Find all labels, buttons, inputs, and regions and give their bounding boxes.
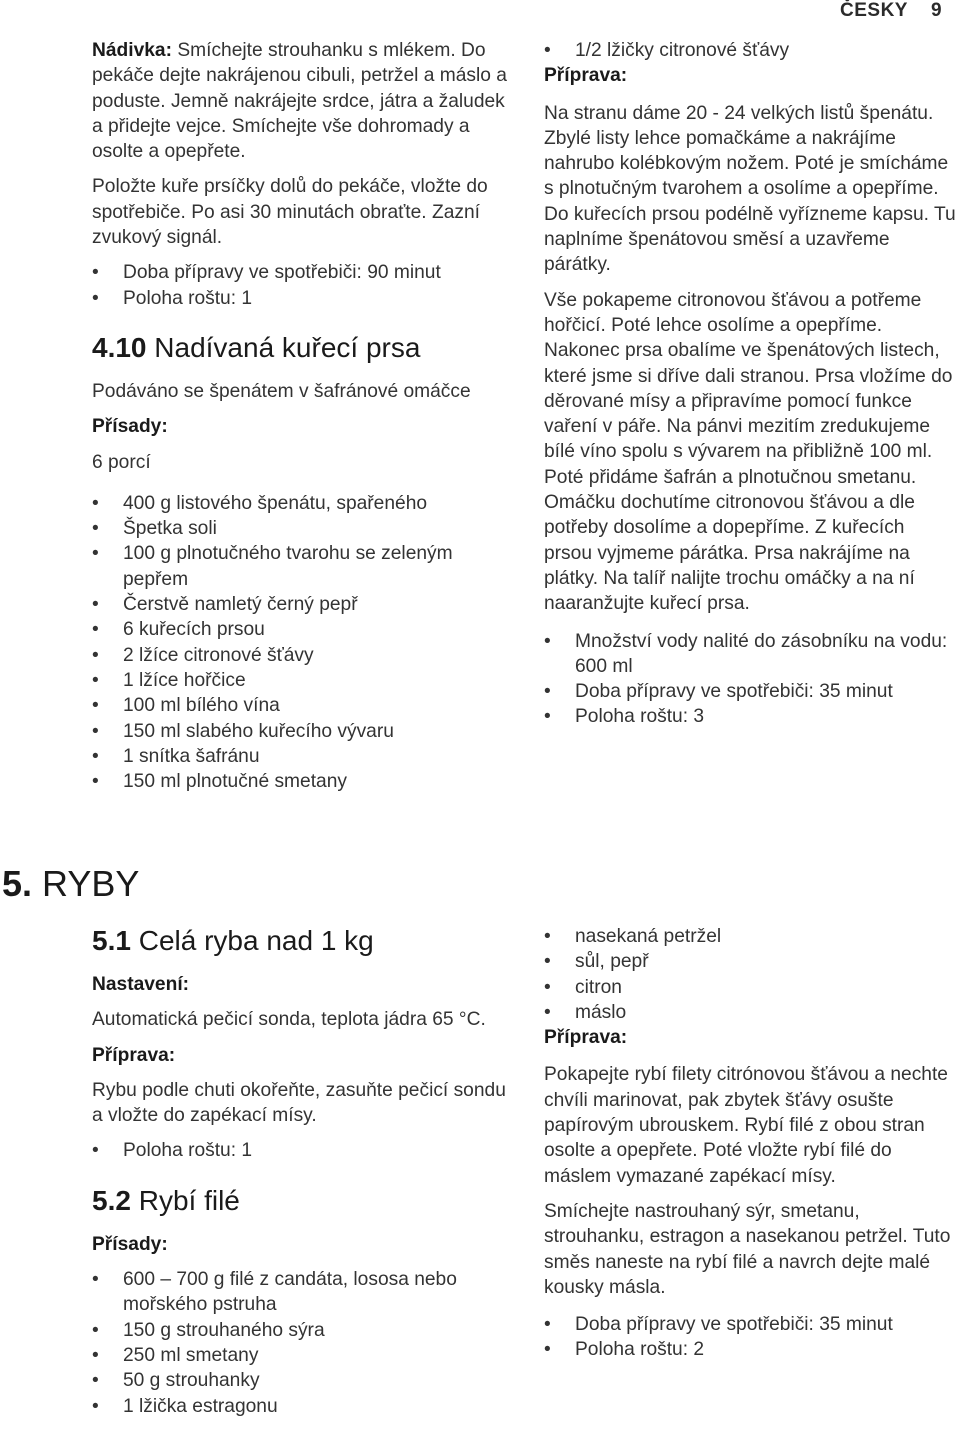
list-item: • Poloha roštu: 3: [544, 706, 705, 728]
list-item: • 400 g listového špenátu, spařeného: [92, 492, 428, 514]
recipe-410-bullets: [544, 629, 956, 730]
recipe-51-heading: 5.1 Celá ryba nad 1 kg: [92, 925, 374, 956]
list-item: • Doba přípravy ve spotřebiči: 35 minut: [544, 681, 893, 703]
chapter-heading: 5. RYBY: [2, 863, 140, 904]
list-item: • 100 g plnotučného tvarohu se zeleným pepřem: [92, 543, 453, 590]
list-item: • 1 snítka šafránu: [92, 745, 260, 767]
preparation-label: Příprava:: [544, 65, 628, 87]
list-item: • Doba přípravy ve spotřebiči: 90 minut: [92, 262, 441, 284]
recipe-52-bullets: [544, 1312, 956, 1363]
list-item: • Špetka soli: [92, 518, 217, 540]
list-item: • Čerstvě namletý černý pepř: [92, 594, 358, 616]
list-item: • 2 lžíce citronové šťávy: [92, 644, 314, 666]
list-item: • sůl, pepř: [544, 951, 649, 973]
preparation-paragraph-1: Pokapejte rybí filety citrónovou šťávou a nechte chvíli marinovat, pak zbytek šťávy osušte papírovým ubrouskem. Rybí filé z obou stran osolte a opepřete. Poté vložte rybí filé do máslem vymazané zapékací mísy.: [544, 1064, 948, 1187]
list-item: • nasekaná petržel: [544, 926, 722, 947]
list-item: • 150 g strouhaného sýra: [92, 1319, 325, 1341]
stuffing-paragraph: [92, 38, 512, 164]
list-item: • 50 g strouhanky: [92, 1370, 260, 1392]
list-item: • máslo: [544, 1001, 627, 1023]
recipe-52-ingredients: [92, 1267, 512, 1419]
list-item: • Poloha roštu: 1: [92, 287, 253, 309]
recipe-52-heading: 5.2 Rybí filé: [92, 1184, 240, 1216]
ingredients-list: [92, 491, 512, 795]
roast-bullets: [92, 260, 512, 311]
preparation-paragraph-2: Vše pokapeme citronovou šťávou a potřeme hořčicí. Poté lehce osolíme a opepříme. Nakonec prsa obalíme ve špenátových listech, které jsme si dříve dali stranou. Prsa vložíme do děrované mísy a připravíme pomocí funkce vaření v páře. Na pánvi mezitím zredukujeme bílé víno spolu s vývarem na přibližně 100 ml. Poté přidáme šafrán a plnotučnou smetanu. Omáčku dochutíme citronovou šťávou a dle potřeby dosolíme a dopepříme. Z kuřecích prsou vyjmeme párátka. Prsa nakrájíme na plátky. Na talíř nalijte trochu omáčky a na ní naaranžujte kuřecí prsa.: [544, 289, 953, 615]
recipe-51-bullets: [92, 1138, 512, 1163]
preparation-label: Příprava:: [92, 1044, 176, 1066]
servings: 6 porcí: [92, 451, 151, 473]
roast-step-paragraph: Položte kuře prsíčky dolů do pekáče, vložte do spotřebiče. Po asi 30 minutách obraťte. Zazní zvukový signál.: [92, 176, 488, 249]
recipe-52-ingredients-continued: [544, 924, 956, 1025]
column-right-top: [544, 38, 956, 730]
list-item: • Poloha roštu: 1: [92, 1140, 253, 1162]
list-item: • 1 lžička estragonu: [92, 1395, 278, 1417]
list-item: • 1/2 lžičky citronové šťávy: [544, 40, 790, 61]
stuffing-text: Smíchejte strouhanku s mlékem. Do pekáče dejte nakrájenou cibuli, petržel a máslo a poduste. Jemně nakrájejte srdce, játra a žaludek a přidejte vejce. Smíchejte vše dohromady a osolte a opepřete.: [92, 40, 507, 163]
ingredients-list-continued: [544, 38, 956, 63]
ingredients-label: Přísady:: [92, 1233, 168, 1255]
list-item: • 250 ml smetany: [92, 1344, 259, 1366]
list-item: • Množství vody nalité do zásobníku na vodu: 600 ml: [544, 630, 948, 677]
list-item: • 100 ml bílého vína: [92, 695, 280, 717]
list-item: • citron: [544, 976, 622, 998]
list-item: • 600 – 700 g filé z candáta, lososa nebo mořského pstruha: [92, 1269, 457, 1316]
settings-label: Nastavení:: [92, 974, 190, 995]
recipe-410-subtitle: Podáváno se špenátem v šafránové omáčce: [92, 380, 471, 402]
list-item: • 6 kuřecích prsou: [92, 619, 265, 641]
ingredients-label: Přísady:: [92, 416, 168, 438]
list-item: • 150 ml slabého kuřecího vývaru: [92, 720, 394, 742]
header-language: ČESKY: [840, 0, 908, 21]
settings-text: Automatická pečicí sonda, teplota jádra 65 °C.: [92, 1009, 486, 1031]
list-item: • Doba přípravy ve spotřebiči: 35 minut: [544, 1314, 893, 1336]
column-left-top: [92, 38, 512, 794]
stuffing-label: Nádivka:: [92, 40, 172, 61]
recipe-410-heading: 4.10 Nadívaná kuřecí prsa: [92, 331, 421, 363]
preparation-paragraph-2: Smíchejte nastrouhaný sýr, smetanu, strouhanku, estragon a nasekanou petržel. Tuto směs naneste na rybí filé a navrch dejte malé kousky másla.: [544, 1200, 951, 1298]
preparation-text: Rybu podle chuti okořeňte, zasuňte pečicí sondu a vložte do zapékací mísy.: [92, 1079, 506, 1127]
preparation-paragraph-1: Na stranu dáme 20 - 24 velkých listů špenátu. Zbylé listy lehce pomačkáme a nakrájíme nahrubo kolébkovým nožem. Poté je smícháme s plnotučným tvarohem a osolíme a opepříme. Do kuřecích prsou podélně vyřízneme kapsu. Tu naplníme špenátovou směsí a uzavřeme párátky.: [544, 102, 956, 276]
column-left-bottom: [92, 924, 512, 1419]
list-item: • Poloha roštu: 2: [544, 1339, 705, 1361]
preparation-label: Příprava:: [544, 1027, 628, 1049]
list-item: • 1 lžíce hořčice: [92, 669, 246, 691]
page-number: 9: [931, 0, 942, 21]
list-item: • 150 ml plnotučné smetany: [92, 771, 347, 793]
column-right-bottom: [544, 924, 956, 1363]
